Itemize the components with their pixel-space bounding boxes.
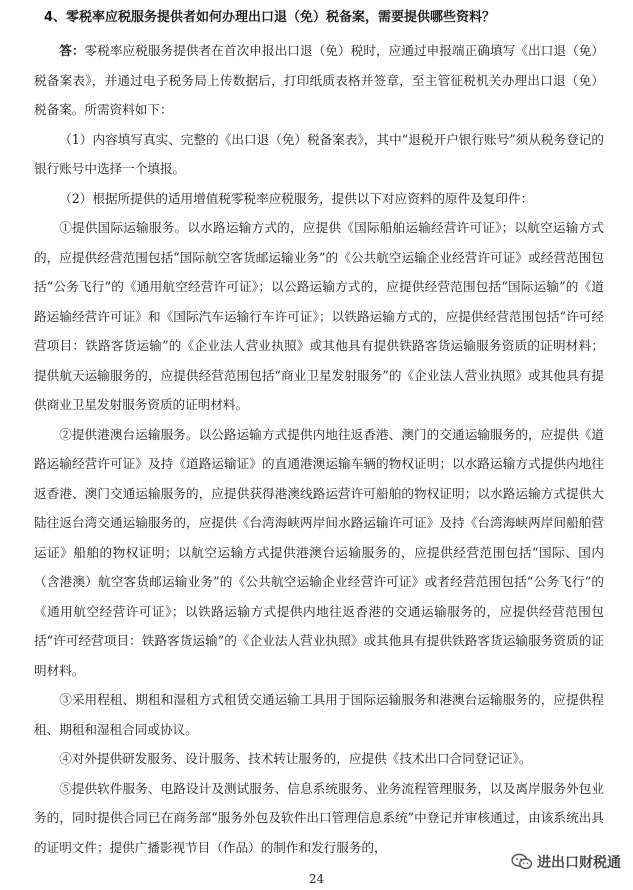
- watermark-text: 进出口财税通: [537, 855, 621, 871]
- paragraph-software-outsourcing: ⑤提供软件服务、电路设计及测试服务、信息系统服务、业务流程管理服务，以及离岸服务外包业务的，同时提供合同已在商务部“服务外包及软件出口管理信息系统”中登记并审核通过，由该系统出具的证明文件；提供广播影视节目（作品）的制作和发行服务的，: [34, 780, 604, 855]
- paragraph-rd-design: ④对外提供研发服务、设计服务、技术转让服务的，应提供《技术出口合同登记证》。: [59, 751, 532, 766]
- watermark: [507, 850, 625, 874]
- answer-body: [34, 36, 604, 862]
- paragraph-item-2: （2）根据所提供的适用增值税零税率应税服务，提供以下对应资料的原件及复印件：: [59, 190, 534, 206]
- paragraph-intro: [34, 36, 604, 125]
- page-number: 24: [308, 872, 325, 886]
- paragraph-intro-text: 零税率应税服务提供者在首次申报出口退（免）税时，应通过申报端正确填写《出口退（免）税备案表》，并通过电子税务局上传数据后，打印纸质表格并签章，至主管征税机关办理出口退（免）税备案。所需资料如下：: [34, 43, 604, 117]
- paragraph-hk-macao-taiwan-transport: ②提供港澳台运输服务。以公路运输方式提供内地往返香港、澳门的交通运输服务的，应提供《道路运输经营许可证》及持《道路运输证》的直通港澳运输车辆的物权证明；以水路运输方式提供内地往返香港、澳门交通运输服务的，应提供获得港澳线路运营许可船舶的物权证明；以水路运输方式提供大陆往返台湾交通运输服务的，应提供《台湾海峡两岸间水路运输许可证》及持《台湾海峡两岸间船舶营运证》船舶的物权证明；以航空运输方式提供港澳台运输服务的，应提供经营范围包括“国际、国内（含港澳）航空客货邮运输业务”的《公共航空运输企业经营许可证》或者经营范围包括“公务飞行”的《通用航空经营许可证》；以铁路运输方式提供内地往返香港的交通运输服务的，应提供经营范围包括“许可经营项目：铁路客货运输”的《企业法人营业执照》或其他具有提供铁路客货运输服务资质的证明材料。: [34, 426, 604, 678]
- question-heading: 4、零税率应税服务提供者如何办理出口退（免）税备案，需要提供哪些资料？: [44, 10, 496, 25]
- answer-label: 答：: [59, 43, 85, 58]
- paragraph-charter-lease: ③采用程租、期租和湿租方式租赁交通运输工具用于国际运输服务和港澳台运输服务的，应提供程租、期租和湿租合同或协议。: [34, 692, 604, 737]
- paragraph-item-1: （1）内容填写真实、完整的《出口退（免）税备案表》，其中“退税开户银行账号”须从税务登记的银行账号中选择一个填报。: [34, 131, 604, 176]
- wechat-icon: [511, 853, 533, 871]
- paragraph-international-transport: ①提供国际运输服务。以水路运输方式的，应提供《国际船舶运输经营许可证》；以航空运输方式的，应提供经营范围包括“国际航空客货邮运输业务”的《公共航空运输企业经营许可证》或经营范围包括“公务飞行”的《通用航空经营许可证》；以公路运输方式的，应提供经营范围包括“国际运输”的《道路运输经营许可证》和《国际汽车运输行车许可证》；以铁路运输方式的，应提供经营范围包括“许可经营项目：铁路客货运输”的《企业法人营业执照》或其他具有提供铁路客货运输服务资质的证明材料；提供航天运输服务的，应提供经营范围包括“商业卫星发射服务”的《企业法人营业执照》或其他具有提供商业卫星发射服务资质的证明材料。: [34, 220, 604, 412]
